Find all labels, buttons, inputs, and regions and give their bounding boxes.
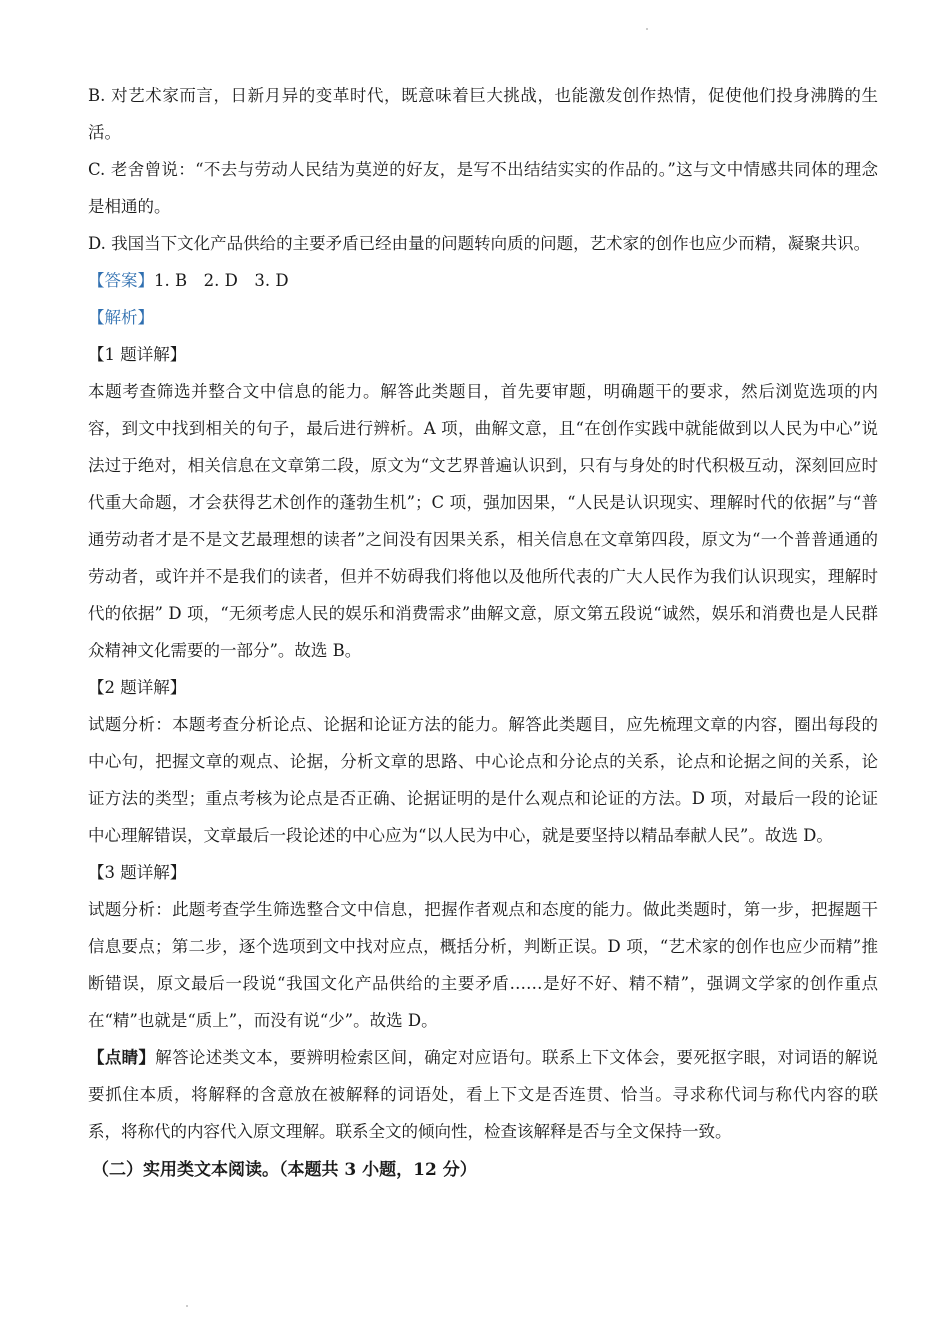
answer-tag: 【答案】	[88, 271, 154, 290]
document-body	[88, 77, 878, 1190]
tip-paragraph	[88, 1039, 878, 1150]
tip-text: 解答论述类文本，要辨明检索区间，确定对应语句。联系上下文体会，要死抠字眼，对词语的解说要抓住本质，将解释的含意放在被解释的词语处，看上下文是否连贯、恰当。寻求称代词与称代内容的联系，将称代的内容代入原文理解。联系全文的倾向性，检查该解释是否与全文保持一致。	[88, 1048, 879, 1141]
scan-dot	[646, 28, 648, 30]
option-b: B. 对艺术家而言，日新月异的变革时代，既意味着巨大挑战，也能激发创作热情，促使他们投身沸腾的生活。	[88, 86, 878, 142]
analysis-tag: 【解析】	[88, 308, 154, 327]
q2-body: 试题分析：本题考查分析论点、论据和论证方法的能力。解答此类题目，应先梳理文章的内容，圈出每段的中心句，把握文章的观点、论据，分析文章的思路、中心论点和分论点的关系，论点和论据之间的关系，论证方法的类型；重点考核为论点是否正确、论据证明的是什么观点和论证的方法。D 项，对最后一段的论证中心理解错误，文章最后一段论述的中心应为“以人民为中心，就是要坚持以精品奉献人民”。故选 D。	[88, 715, 878, 845]
q3-title: 【3 题详解】	[88, 863, 187, 882]
q2-title: 【2 题详解】	[88, 678, 187, 697]
answer-text: 1. B 2. D 3. D	[154, 271, 289, 290]
section-heading: （二）实用类文本阅读。（本题共 3 小题，12 分）	[92, 1160, 477, 1180]
option-c: C. 老舍曾说：“不去与劳动人民结为莫逆的好友，是写不出结结实实的作品的。”这与文中情感共同体的理念是相通的。	[88, 160, 878, 216]
answer-line	[88, 262, 878, 299]
q1-body: 本题考查筛选并整合文中信息的能力。解答此类题目，首先要审题，明确题干的要求，然后浏览选项的内容，到文中找到相关的句子，最后进行辨析。A 项，曲解文意，且“在创作实践中就能做到以人民为中心”说法过于绝对，相关信息在文章第二段，原文为“文艺界普遍认识到，只有与身处的时代积极互动，深刻回应时代重大命题，才会获得艺术创作的蓬勃生机”；C 项，强加因果，“人民是认识现实、理解时代的依据”与“普通劳动者才是不是文艺最理想的读者”之间没有因果关系，相关信息在文章第四段，原文为“一个普普通通的劳动者，或许并不是我们的读者，但并不妨碍我们将他以及他所代表的广大人民作为我们认识现实，理解时代的依据” D 项，“无须考虑人民的娱乐和消费需求”曲解文意，原文第五段说“诚然，娱乐和消费也是人民群众精神文化需要的一部分”。故选 B。	[88, 382, 878, 660]
scan-dot	[186, 1305, 188, 1307]
tip-tag: 【点睛】	[88, 1048, 156, 1067]
option-d: D. 我国当下文化产品供给的主要矛盾已经由量的问题转向质的问题，艺术家的创作也应少而精，凝聚共识。	[88, 234, 871, 253]
q1-title: 【1 题详解】	[88, 345, 187, 364]
q3-body: 试题分析：此题考查学生筛选整合文中信息，把握作者观点和态度的能力。做此类题时，第一步，把握题干信息要点；第二步，逐个选项到文中找对应点，概括分析，判断正误。D 项，“艺术家的创作也应少而精”推断错误，原文最后一段说“我国文化产品供给的主要矛盾……是好不好、精不精”，强调文学家的创作重点在“精”也就是“质上”，而没有说“少”。故选 D。	[88, 900, 878, 1030]
